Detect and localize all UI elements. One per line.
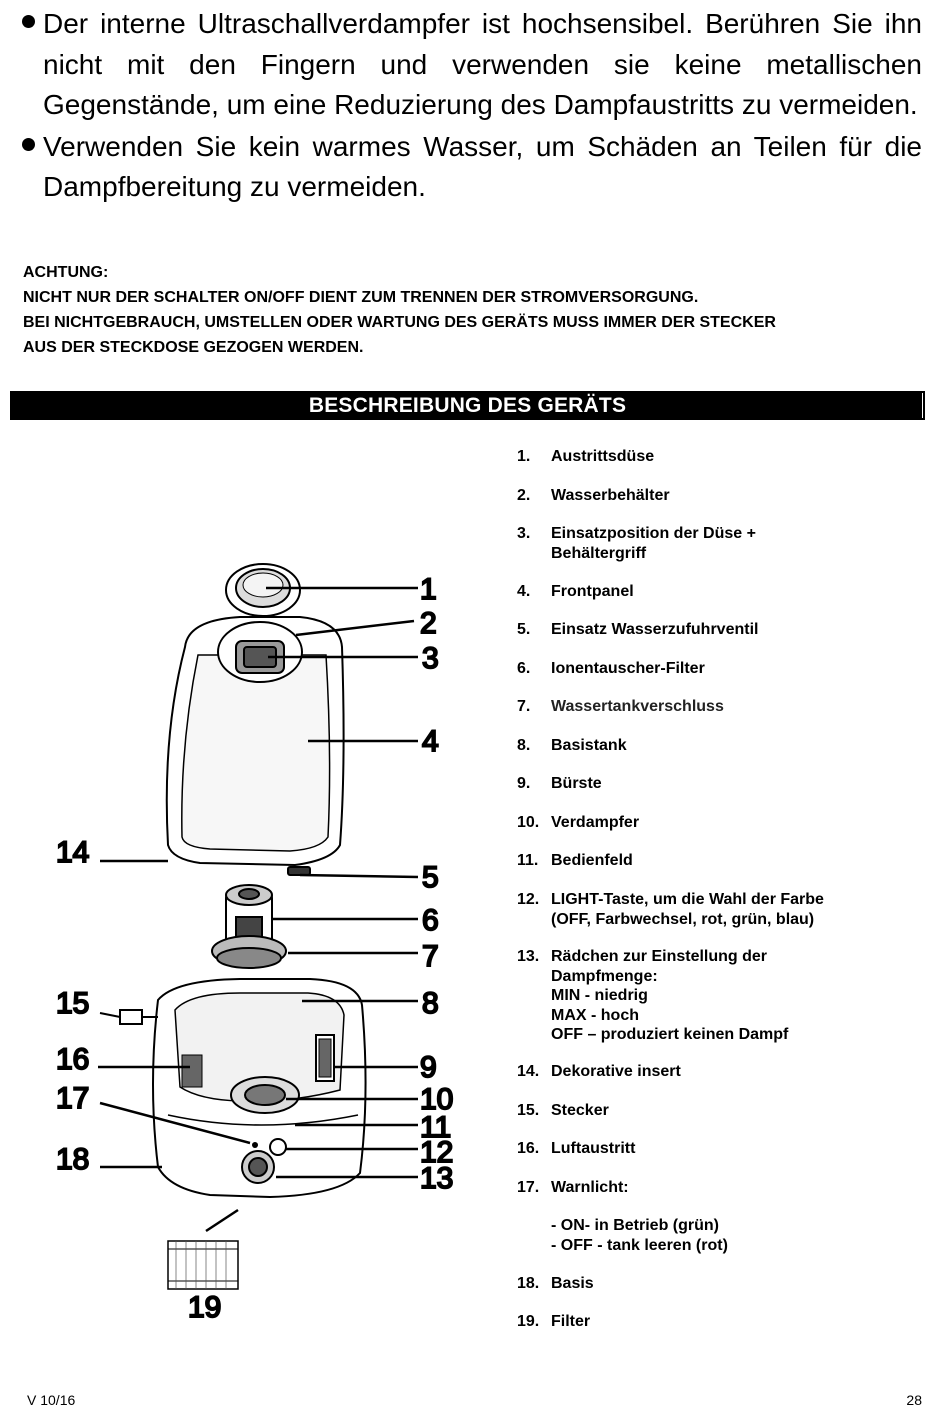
callout-number: 11 [420,1111,452,1144]
legend-item: 19. Filter [517,1313,591,1330]
legend-item: 14. Dekorative insert [517,1063,681,1080]
legend-item: 16. Luftaustritt [517,1140,636,1157]
warning-line: BEI NICHTGEBRAUCH, UMSTELLEN ODER WARTUNG DES GERÄTS MUSS IMMER DER STECKER [23,314,776,331]
legend-item: 13. Rädchen zur Einstellung der Dampfmenge: MIN - niedrig MAX - hoch OFF – produziert keinen Dampf [517,948,789,1043]
callout-number: 1 [420,573,437,606]
legend-item: 10. Verdampfer [517,814,640,831]
legend-item: 4. Frontpanel [517,583,634,600]
bullet-text: Der interne Ultraschallverdampfer ist hochsensibel. Berühren Sie ihn nicht mit den Fingern und verwenden sie keine metallischen Gegenstände, um eine Reduzierung des Dampfaustritts zu vermeiden. [43,8,922,120]
legend-item: 7. Wassertankverschluss [517,698,724,715]
base-part [153,979,366,1197]
callout-number: 7 [422,940,439,973]
warning-block [23,260,923,360]
water-tank-part [167,617,344,875]
nozzle-part [226,564,300,616]
callout-number: 10 [420,1083,454,1116]
bullet-dot-icon [22,138,35,151]
callout-number: 4 [422,725,439,758]
legend-item: 11. Bedienfeld [517,852,633,869]
callout-number: 9 [420,1051,437,1084]
bullet-item [22,127,922,208]
legend-item: 8. Basistank [517,737,627,754]
warning-title: ACHTUNG: [23,264,109,281]
callout-number: 17 [56,1082,90,1115]
legend-item: 9. Bürste [517,775,602,792]
filter-cartridge-part [212,885,286,968]
legend-item: 17. Warnlicht: [517,1179,629,1196]
callout-number: 14 [56,836,90,869]
legend-item: 1. Austrittsdüse [517,448,655,465]
callout-number: 15 [56,987,90,1020]
callout-number: 5 [422,861,439,894]
plug-part [100,1010,158,1024]
filter-pad-part [168,1241,238,1289]
legend-item: 2. Wasserbehälter [517,487,670,504]
callout-number: 3 [422,642,439,675]
callout-number: 18 [56,1143,90,1176]
callout-number: 19 [188,1291,222,1324]
version-label: V 10/16 [27,1392,76,1408]
section-heading: BESCHREIBUNG DES GERÄTS [10,391,925,420]
callout-number: 2 [420,607,437,640]
legend-item: - ON- in Betrieb (grün) - OFF - tank leeren (rot) [551,1217,728,1254]
device-exploded-view [40,555,470,1345]
legend-item: 18. Basis [517,1275,594,1292]
bullet-text: Verwenden Sie kein warmes Wasser, um Schäden an Teilen für die Dampfbereitung zu vermeiden. [43,130,922,202]
callout-number: 8 [422,987,439,1020]
callout-number: 16 [56,1043,90,1076]
bullet-item [22,4,922,126]
legend-item: 3. Einsatzposition der Düse + Behältergriff [517,525,756,562]
bullet-dot-icon [22,15,35,28]
warning-line: NICHT NUR DER SCHALTER ON/OFF DIENT ZUM TRENNEN DER STROMVERSORGUNG. [23,289,699,306]
legend-item: 5. Einsatz Wasserzufuhrventil [517,621,759,638]
device-diagram [40,555,470,1345]
legend-item: 15. Stecker [517,1102,609,1119]
callout-number: 13 [420,1162,454,1195]
warning-line: AUS DER STECKDOSE GEZOGEN WERDEN. [23,339,364,356]
safety-bullets [22,4,922,208]
callout-number: 12 [420,1136,454,1169]
legend-item: 12. LIGHT-Taste, um die Wahl der Farbe (OFF, Farbwechsel, rot, grün, blau) [517,891,824,928]
page-number: 28 [906,1392,922,1408]
legend-item: 6. Ionentauscher-Filter [517,660,705,677]
callout-number: 6 [422,904,439,937]
